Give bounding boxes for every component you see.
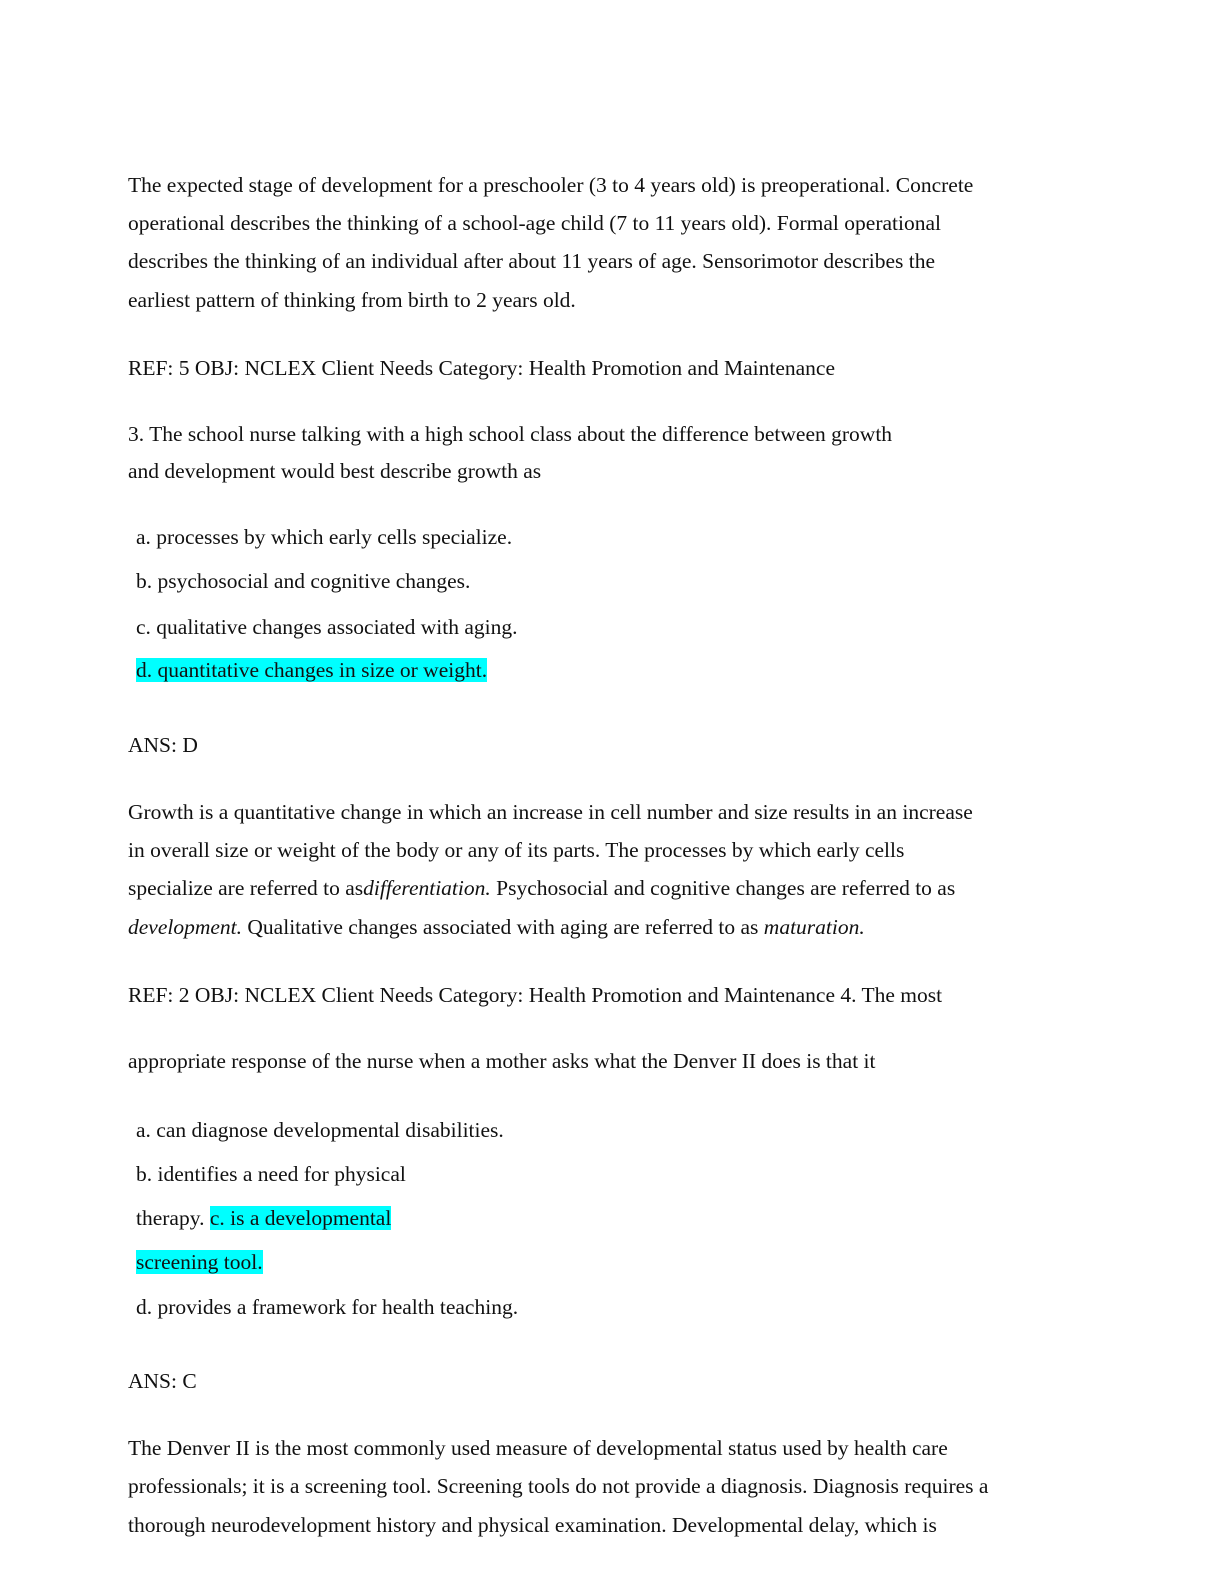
term-development: development. [128, 915, 243, 939]
rationale-q3-line-1: Growth is a quantitative change in which an increase in cell number and size results in an increase [128, 800, 973, 824]
term-differentiation: differentiation. [363, 876, 491, 900]
question-3-option-a: a. processes by which early cells specialize. [136, 525, 513, 549]
rationale-q2-line-3: describes the thinking of an individual after about 11 years of age. Sensorimotor describes the [128, 249, 936, 273]
highlighted-answer-q3: d. quantitative changes in size or weight. [136, 658, 488, 682]
question-3-stem-line-1: 3. The school nurse talking with a high school class about the difference between growth [128, 422, 893, 446]
question-4-option-a: a. can diagnose developmental disabilities. [136, 1118, 504, 1142]
rationale-q4-line-3: thorough neurodevelopment history and physical examination. Developmental delay, which is [128, 1513, 937, 1537]
rationale-q4-line-2: professionals; it is a screening tool. Screening tools do not provide a diagnosis. Diagnosis requires a [128, 1474, 989, 1498]
highlighted-answer-q4: c. is a developmental [209, 1206, 392, 1230]
rationale-q3-line-4 [128, 914, 865, 940]
question-4-option-c-cont [136, 1249, 263, 1275]
question-4-option-d: d. provides a framework for health teaching. [136, 1295, 519, 1319]
reference-q3: REF: 2 OBJ: NCLEX Client Needs Category: Health Promotion and Maintenance 4. The most [128, 983, 943, 1007]
rationale-q3-text: specialize are referred to as [128, 876, 364, 900]
answer-q4: ANS: C [128, 1369, 197, 1393]
option-b-continuation: therapy. [136, 1206, 210, 1230]
question-3-option-c: c. qualitative changes associated with aging. [136, 615, 518, 639]
rationale-q3-text: Qualitative changes associated with aging are referred to as [242, 915, 764, 939]
rationale-q3-line-2: in overall size or weight of the body or any of its parts. The processes by which early cells [128, 838, 905, 862]
rationale-q3-line-3 [128, 875, 955, 901]
question-4-option-b: b. identifies a need for physical [136, 1162, 406, 1186]
answer-q3: ANS: D [128, 733, 198, 757]
question-4-option-b-cont [136, 1205, 391, 1231]
rationale-q2-line-1: The expected stage of development for a preschooler (3 to 4 years old) is preoperational. Concrete [128, 173, 974, 197]
reference-q2: REF: 5 OBJ: NCLEX Client Needs Category: Health Promotion and Maintenance [128, 356, 836, 380]
question-3-option-b: b. psychosocial and cognitive changes. [136, 569, 471, 593]
rationale-q3-text: Psychosocial and cognitive changes are referred to as [490, 876, 956, 900]
question-4-stem: appropriate response of the nurse when a mother asks what the Denver II does is that it [128, 1049, 876, 1073]
highlighted-answer-q4-cont: screening tool. [136, 1250, 263, 1274]
rationale-q4-line-1: The Denver II is the most commonly used measure of developmental status used by health care [128, 1436, 948, 1460]
term-maturation: maturation. [763, 915, 865, 939]
question-3-stem-line-2: and development would best describe growth as [128, 459, 542, 483]
rationale-q2-line-4: earliest pattern of thinking from birth to 2 years old. [128, 288, 576, 312]
question-3-option-d [136, 657, 487, 683]
rationale-q2-line-2: operational describes the thinking of a school-age child (7 to 11 years old). Formal operational [128, 211, 941, 235]
